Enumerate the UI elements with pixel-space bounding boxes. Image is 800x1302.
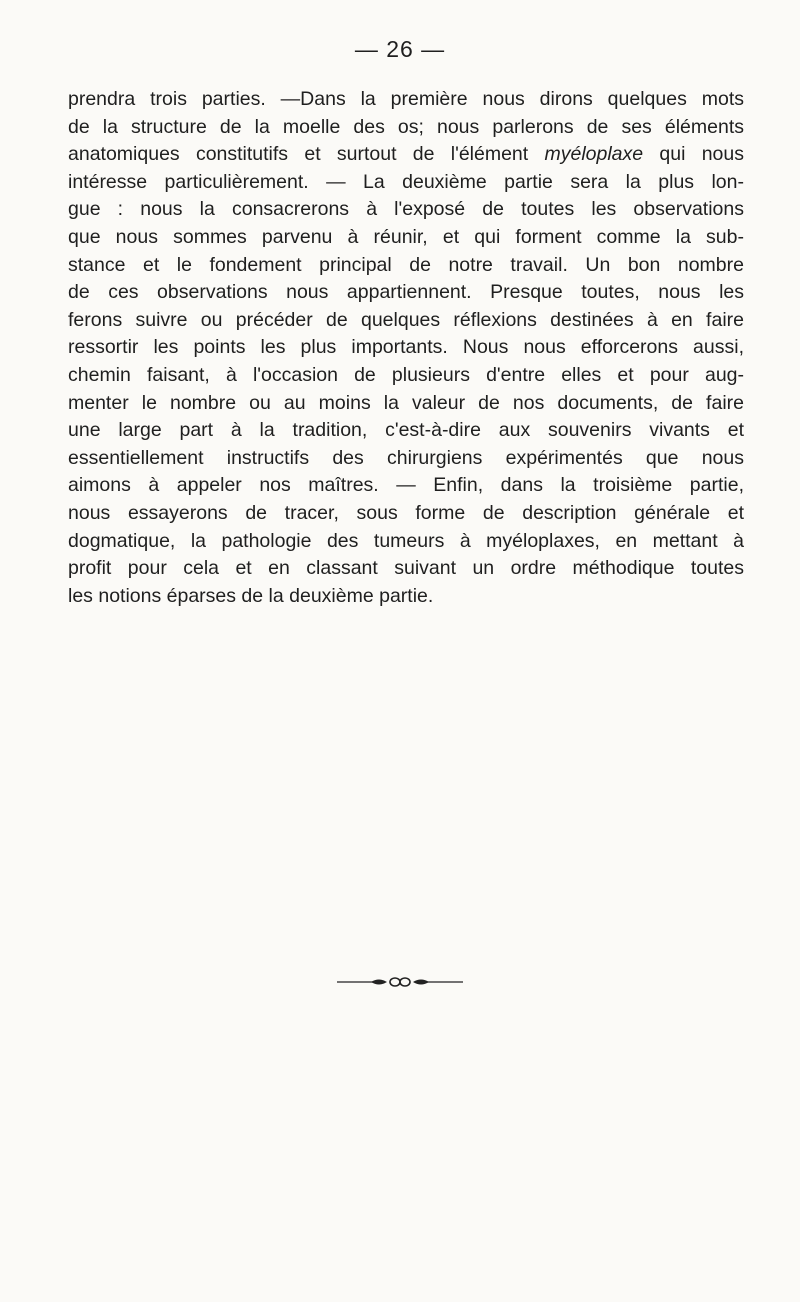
body-paragraph bbox=[68, 86, 744, 610]
text-line: aimons à appeler nos maîtres. — Enfin, dans la troisième partie, bbox=[68, 474, 744, 497]
italic-term: myéloplaxe bbox=[544, 143, 644, 166]
text-line: essentiellement instructifs des chirurgiens expérimentés que nous bbox=[68, 446, 744, 469]
text-line: chemin faisant, à l'occasion de plusieurs d'entre elles et pour aug- bbox=[68, 363, 744, 386]
text-line bbox=[68, 141, 744, 169]
text-line: les notions éparses de la deuxième partie. bbox=[68, 584, 434, 607]
text-line: prendra trois parties. —Dans la première nous dirons quelques mots bbox=[68, 88, 744, 110]
text-line: de ces observations nous appartiennent. Presque toutes, nous les bbox=[68, 281, 744, 304]
text-line: une large part à la tradition, c'est-à-dire aux souvenirs vivants et bbox=[68, 419, 744, 442]
text-line: ferons suivre ou précéder de quelques réflexions destinées à en faire bbox=[68, 308, 744, 331]
text-segment: anatomiques constitutifs et surtout de l'élément bbox=[68, 143, 545, 166]
text-line: gue : nous la consacrerons à l'exposé de toutes les observations bbox=[68, 198, 744, 221]
text-line: menter le nombre ou au moins la valeur de nos documents, de faire bbox=[68, 391, 744, 414]
section-divider-ornament-icon bbox=[335, 975, 465, 989]
text-line: dogmatique, la pathologie des tumeurs à myéloplaxes, en mettant à bbox=[68, 529, 744, 552]
text-line: profit pour cela et en classant suivant un ordre méthodique toutes bbox=[68, 557, 744, 580]
text-segment: qui nous bbox=[643, 143, 744, 166]
page-number: — 26 — bbox=[354, 36, 446, 62]
text-line: intéresse particulièrement. — La deuxième partie sera la plus lon- bbox=[68, 170, 744, 193]
text-line: stance et le fondement principal de notre travail. Un bon nombre bbox=[68, 253, 744, 276]
text-line: nous essayerons de tracer, sous forme de description générale et bbox=[68, 501, 744, 524]
text-line: que nous sommes parvenu à réunir, et qui forment comme la sub- bbox=[68, 225, 744, 248]
text-line: ressortir les points les plus importants. Nous nous efforcerons aussi, bbox=[68, 336, 744, 359]
text-line: de la structure de la moelle des os; nous parlerons de ses éléments bbox=[68, 115, 744, 138]
